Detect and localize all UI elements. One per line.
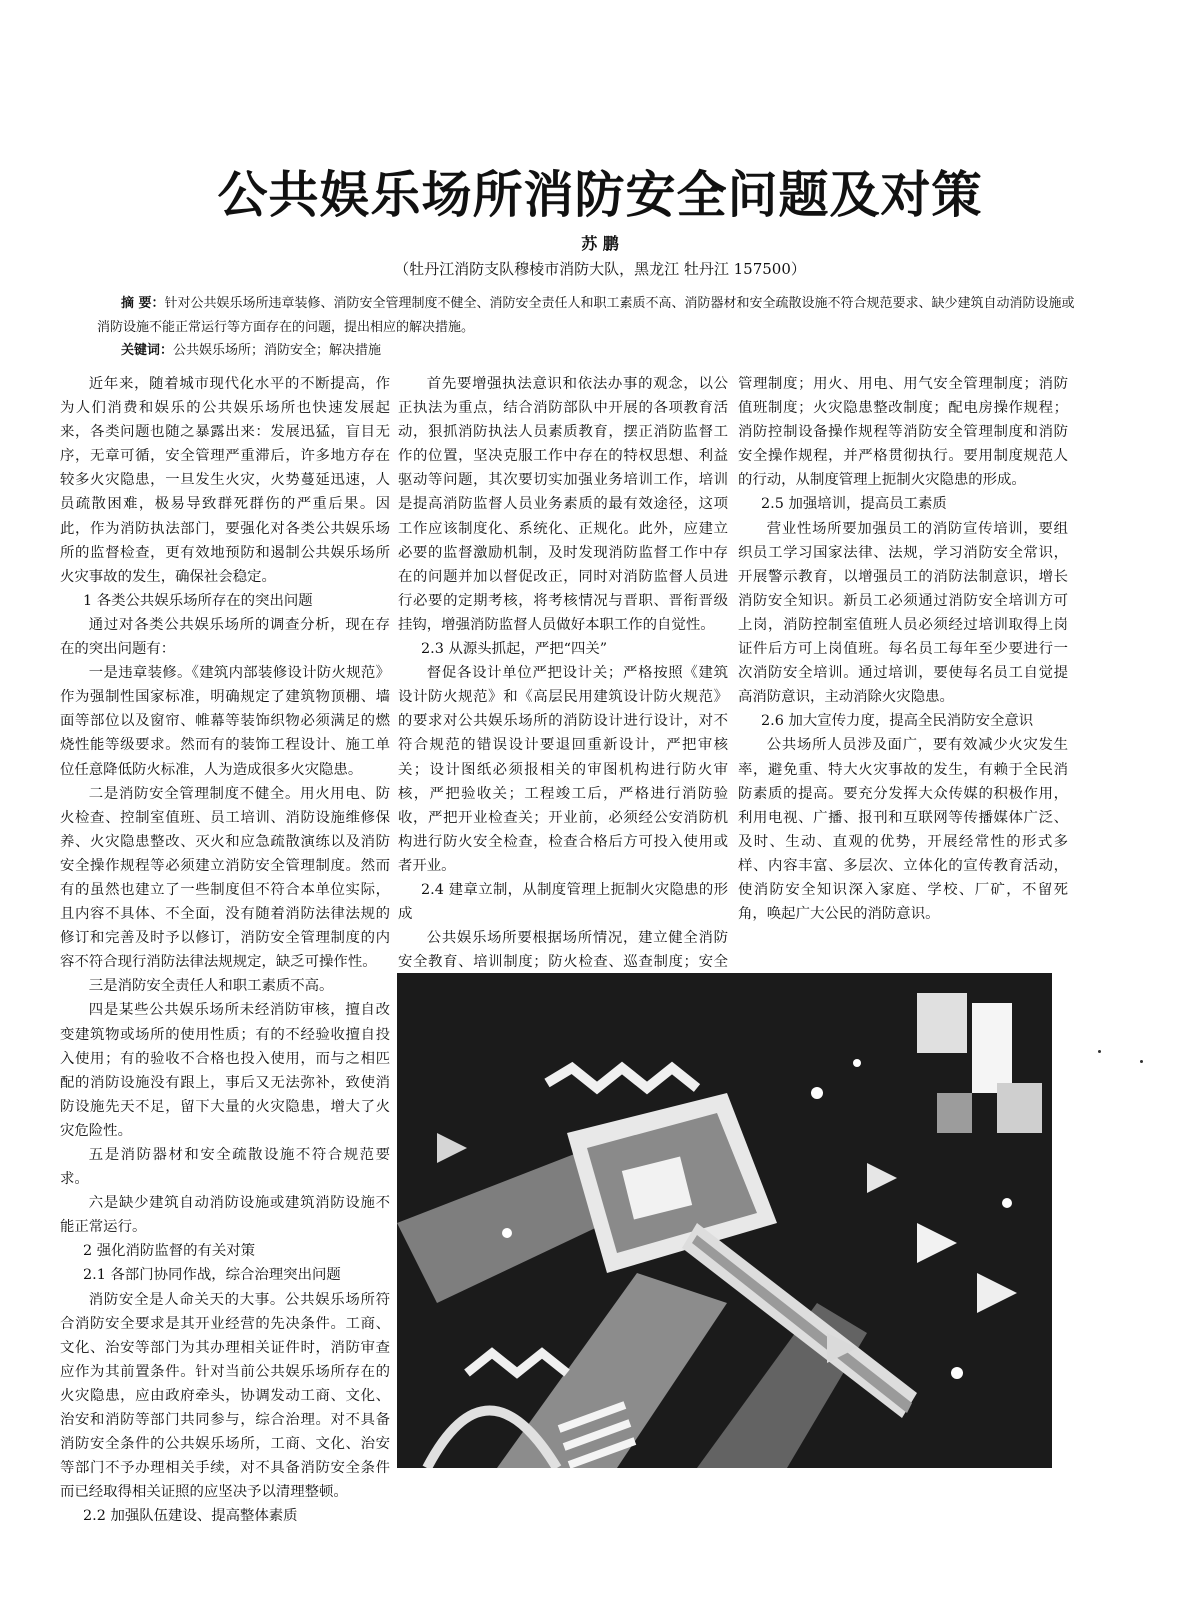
keywords <box>121 340 1021 362</box>
abstract-label: 摘 要： <box>121 296 165 311</box>
scan-speck <box>1098 1050 1101 1053</box>
author-affiliation: （牡丹江消防支队穆棱市消防大队，黑龙江 牡丹江 157500） <box>394 260 806 278</box>
column-right <box>738 372 1068 926</box>
paragraph: 一是违章装修。《建筑内部装修设计防火规范》作为强制性国家标准，明确规定了建筑物顶棚、墙面等部位以及窗帘、帷幕等装饰织物必须满足的燃烧性能等级要求。然而有的装饰工程设计、施工单位任意降低防火标准，人为造成很多火灾隐患。 <box>60 665 390 778</box>
subsection-heading: 2.4 建章立制，从制度管理上扼制火灾隐患的形成 <box>398 881 728 923</box>
paragraph: 四是某些公共娱乐场所未经消防审核，擅自改变建筑物或场所的使用性质；有的不经验收擅自投入使用；有的验收不合格也投入使用，而与之相匹配的消防设施没有跟上，事后又无法弥补，致使消防设施先天不足，留下大量的火灾隐患，增大了火灾危险性。 <box>60 1002 390 1139</box>
subsection-heading: 2.2 加强队伍建设、提高整体素质 <box>83 1508 298 1525</box>
paragraph: 三是消防安全责任人和职工素质不高。 <box>88 978 334 995</box>
keywords-text: 公共娱乐场所；消防安全；解决措施 <box>173 343 382 358</box>
subsection-heading: 2.5 加强培训，提高员工素质 <box>761 496 947 513</box>
column-middle <box>398 372 728 998</box>
paragraph: 五是消防器材和安全疏散设施不符合规范要求。 <box>60 1147 390 1188</box>
paragraph: 二是消防安全管理制度不健全。用火用电、防火检查、控制室值班、员工培训、消防设施维修保养、火灾隐患整改、灭火和应急疏散演练以及消防安全操作规程等必须建立消防安全管理制度。然而有的虽然也建立了一些制度但不符合本单位实际，且内容不具体、不全面，没有随着消防法律法规的修订和完善及时予以修订，消防安全管理制度的内容不符合现行消防法律法规规定，缺乏可操作性。 <box>60 785 390 971</box>
subsection-heading: 2.6 加大宣传力度，提高全民消防安全意识 <box>761 713 1034 730</box>
scan-speck <box>1140 1060 1143 1063</box>
paragraph: 通过对各类公共娱乐场所的调查分析，现在存在的突出问题有： <box>60 616 390 658</box>
author-name: 苏 鹏 <box>581 234 619 253</box>
article-title: 公共娱乐场所消防安全问题及对策 <box>217 166 983 224</box>
paragraph: 营业性场所要加强员工的消防宣传培训，要组织员工学习国家法律、法规，学习消防安全常识，开展警示教育，以增强员工的消防法制意识，增长消防安全知识。新员工必须通过消防安全培训方可上岗，消防控制室值班人员必须经过培训取得上岗证件后方可上岗值班。每名员工每年至少要进行一次消防安全培训。通过培训，要使每名员工自觉提高消防意识，主动消除火灾隐患。 <box>738 520 1068 706</box>
paragraph: 近年来，随着城市现代化水平的不断提高，作为人们消费和娱乐的公共娱乐场所也快速发展起来，各类问题也随之暴露出来：发展迅猛，盲目无序，无章可循，安全管理严重滞后，许多地方存在较多火灾隐患，一旦发生火灾，火势蔓延迅速，人员疏散困难，极易导致群死群伤的严重后果。因此，作为消防执法部门，要强化对各类公共娱乐场所的监督检查，更有效地预防和遏制公共娱乐场所火灾事故的发生，确保社会稳定。 <box>60 376 390 585</box>
paragraph: 公共场所人员涉及面广，要有效减少火灾发生率，避免重、特大火灾事故的发生，有赖于全民消防素质的提高。要充分发挥大众传媒的积极作用，利用电视、广播、报刊和互联网等传播媒体广泛、及时、生动、直观的优势，开展经常性的形式多样、内容丰富、多层次、立体化的宣传教育活动，使消防安全知识深入家庭、学校、厂矿，不留死角，唤起广大公民的消防意识。 <box>738 737 1068 923</box>
paragraph: 首先要增强执法意识和依法办事的观念，以公正执法为重点，结合消防部队中开展的各项教育活动，狠抓消防执法人员素质教育，摆正消防监督工作的位置，坚决克服工作中存在的特权思想、利益驱动等问题，其次要切实加强业务培训工作，培训是提高消防监督人员业务素质的最有效途径，这项工作应该制度化、系统化、正规化。此外，应建立必要的监督激励机制，及时发现消防监督工作中存在的问题并加以督促改正，同时对消防监督人员进行必要的定期考核，将考核情况与晋职、晋衔晋级挂钩，增强消防监督人员做好本职工作的自觉性。 <box>398 376 728 633</box>
paragraph: 六是缺少建筑自动消防设施或建筑消防设施不能正常运行。 <box>60 1195 390 1236</box>
paragraph: 消防安全是人命关天的大事。公共娱乐场所符合消防安全要求是其开业经营的先决条件。工商、文化、治安等部门为其办理相关证件时，消防审查应作为其前置条件。针对当前公共娱乐场所存在的火灾隐患，应由政府牵头，协调发动工商、文化、治安和消防等部门共同参与，综合治理。对不具备消防安全条件的公共娱乐场所，工商、文化、治安等部门不予办理相关手续，对不具备消防安全条件而已经取得相关证照的应坚决予以清理整顿。 <box>60 1291 390 1501</box>
paragraph: 公共娱乐场所要根据场所情况，建立健全消防安全教育、培训制度；防火检查、巡查制度；安全 <box>398 930 728 971</box>
column-left <box>60 372 390 1529</box>
subsection-heading: 2.1 各部门协同作战，综合治理突出问题 <box>83 1267 341 1284</box>
abstract <box>97 292 1087 340</box>
article-photo <box>397 973 1052 1468</box>
section-heading: 2 强化消防监督的有关对策 <box>83 1243 256 1260</box>
section-heading: 1 各类公共娱乐场所存在的突出问题 <box>83 592 313 609</box>
abstract-text: 针对公共娱乐场所违章装修、消防安全管理制度不健全、消防安全责任人和职工素质不高、消防器材和安全疏散设施不符合规范要求、缺少建筑自动消防设施或消防设施不能正常运行等方面存在的问题，提出相应的解决措施。 <box>97 296 1075 335</box>
keywords-label: 关键词： <box>121 343 174 358</box>
subsection-heading: 2.3 从源头抓起，严把“四关” <box>421 641 608 658</box>
paragraph: 管理制度；用火、用电、用气安全管理制度；消防值班制度；火灾隐患整改制度；配电房操作规程；消防控制设备操作规程等消防安全管理制度和消防安全操作规程，并严格贯彻执行。要用制度规范人的行动，从制度管理上扼制火灾隐患的形成。 <box>738 376 1068 489</box>
abstract-photo-icon <box>397 973 1052 1468</box>
paragraph: 督促各设计单位严把设计关；严格按照《建筑设计防火规范》和《高层民用建筑设计防火规范》的要求对公共娱乐场所的消防设计进行设计，对不符合规范的错误设计要退回重新设计，严把审核关；设计图纸必须报相关的审图机构进行防火审核，严把验收关；工程竣工后，严格进行消防验收，严把开业检查关；开业前，必须经公安消防机构进行防火安全检查，检查合格后方可投入使用或者开业。 <box>398 665 728 874</box>
